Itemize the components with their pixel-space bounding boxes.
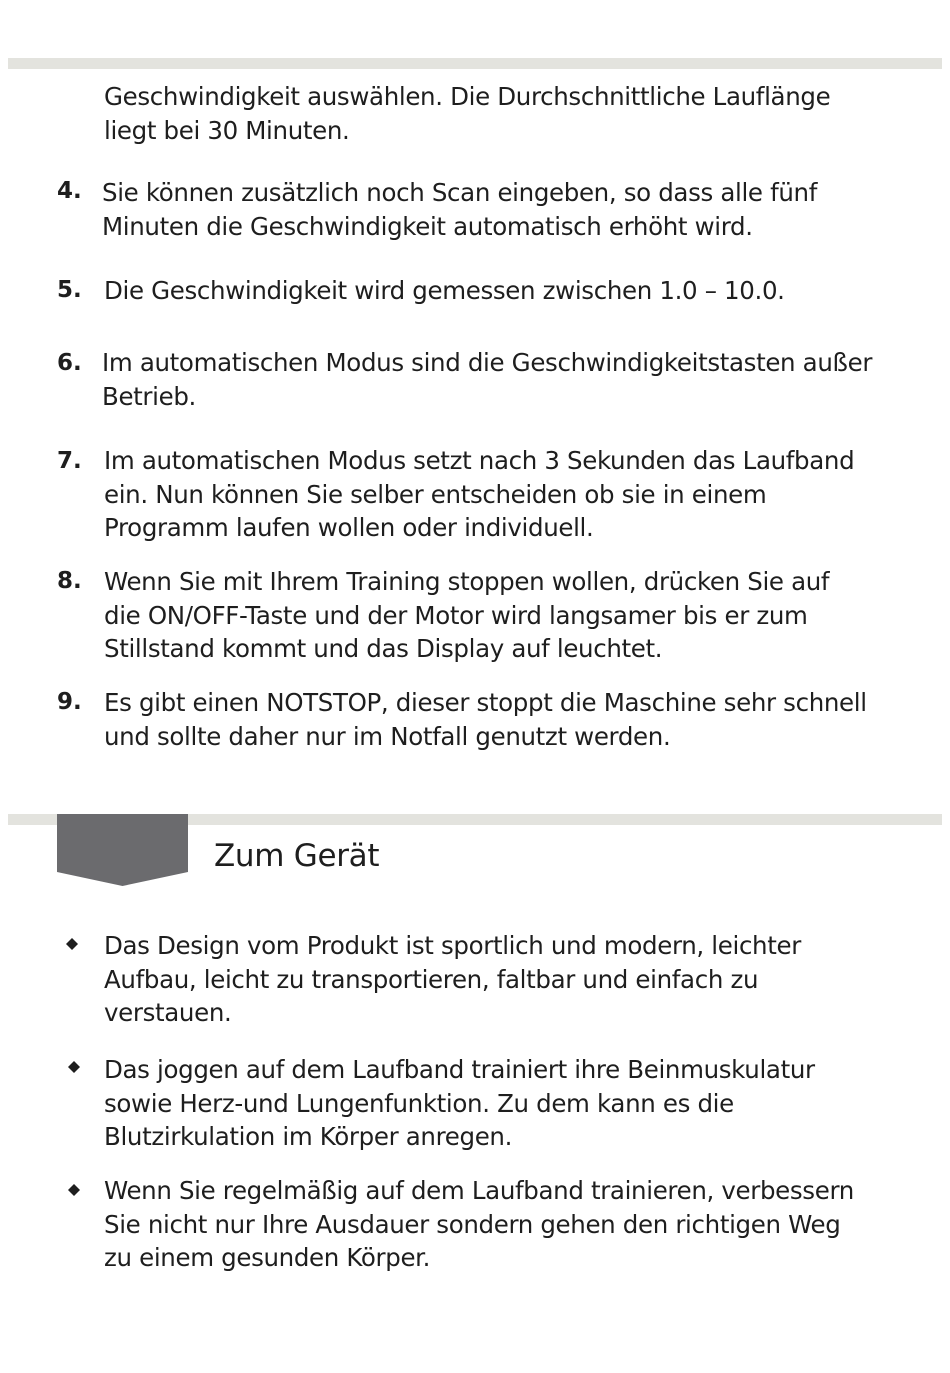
step-text <box>104 565 924 666</box>
bullet-line: Aufbau, leicht zu transportieren, faltbar und einfach zu <box>104 964 759 994</box>
step-line: Stillstand kommt und das Display auf leuchtet. <box>104 634 663 663</box>
step-text <box>102 346 922 413</box>
bullet-item <box>104 1174 924 1275</box>
step-line: und sollte daher nur im Notfall genutzt werden. <box>104 721 671 751</box>
section-title: Zum Gerät <box>214 838 380 874</box>
top-divider <box>8 58 942 69</box>
step-line: Betrieb. <box>102 381 196 411</box>
step-line: Sie können zusätzlich noch Scan eingeben, so dass alle fünf <box>102 178 817 207</box>
step-line: Im automatischen Modus setzt nach 3 Sekunden das Laufband <box>104 446 855 475</box>
bullet-line: Wenn Sie regelmäßig auf dem Laufband trainieren, verbessern <box>104 1176 854 1205</box>
continuation-paragraph <box>104 80 924 147</box>
paragraph-line: liegt bei 30 Minuten. <box>104 115 350 145</box>
step-number: 9. <box>57 689 82 715</box>
step-line: die ON/OFF-Taste und der Motor wird langsamer bis er zum <box>104 600 808 630</box>
bullet-line: Das Design vom Produkt ist sportlich und modern, leichter <box>104 931 801 960</box>
step-text <box>104 686 924 753</box>
step-number: 4. <box>57 178 82 204</box>
diamond-bullet-icon <box>66 938 78 950</box>
step-line: Programm laufen wollen oder individuell. <box>104 513 594 542</box>
bullet-line: sowie Herz-und Lungenfunktion. Zu dem kann es die <box>104 1088 734 1118</box>
bullet-item <box>104 1053 924 1154</box>
step-text <box>104 444 924 545</box>
step-number: 7. <box>57 448 82 474</box>
bullet-line: verstauen. <box>104 998 232 1027</box>
step-number: 6. <box>57 350 82 376</box>
diamond-bullet-icon <box>68 1184 80 1196</box>
step-line: Im automatischen Modus sind die Geschwindigkeitstasten außer <box>102 348 873 377</box>
step-line: Minuten die Geschwindigkeit automatisch erhöht wird. <box>102 211 753 241</box>
step-number: 8. <box>57 568 82 594</box>
paragraph-line: Geschwindigkeit auswählen. Die Durchschnittliche Lauflänge <box>104 82 831 111</box>
step-number: 5. <box>57 277 82 303</box>
bullet-line: zu einem gesunden Körper. <box>104 1243 431 1272</box>
bullet-line: Das joggen auf dem Laufband trainiert ihre Beinmuskulatur <box>104 1055 815 1084</box>
diamond-bullet-icon <box>68 1061 80 1073</box>
step-line: Die Geschwindigkeit wird gemessen zwischen 1.0 – 10.0. <box>104 276 785 305</box>
bullet-line: Sie nicht nur Ihre Ausdauer sondern gehen den richtigen Weg <box>104 1209 841 1239</box>
step-line: Es gibt einen NOTSTOP, dieser stoppt die Maschine sehr schnell <box>104 688 867 717</box>
step-text <box>102 176 922 243</box>
step-line: ein. Nun können Sie selber entscheiden ob sie in einem <box>104 479 767 509</box>
bullet-item <box>104 929 924 1030</box>
step-line: Wenn Sie mit Ihrem Training stoppen wollen, drücken Sie auf <box>104 567 830 596</box>
step-text <box>104 274 924 308</box>
section-marker-icon <box>57 814 188 886</box>
bullet-line: Blutzirkulation im Körper anregen. <box>104 1122 513 1151</box>
